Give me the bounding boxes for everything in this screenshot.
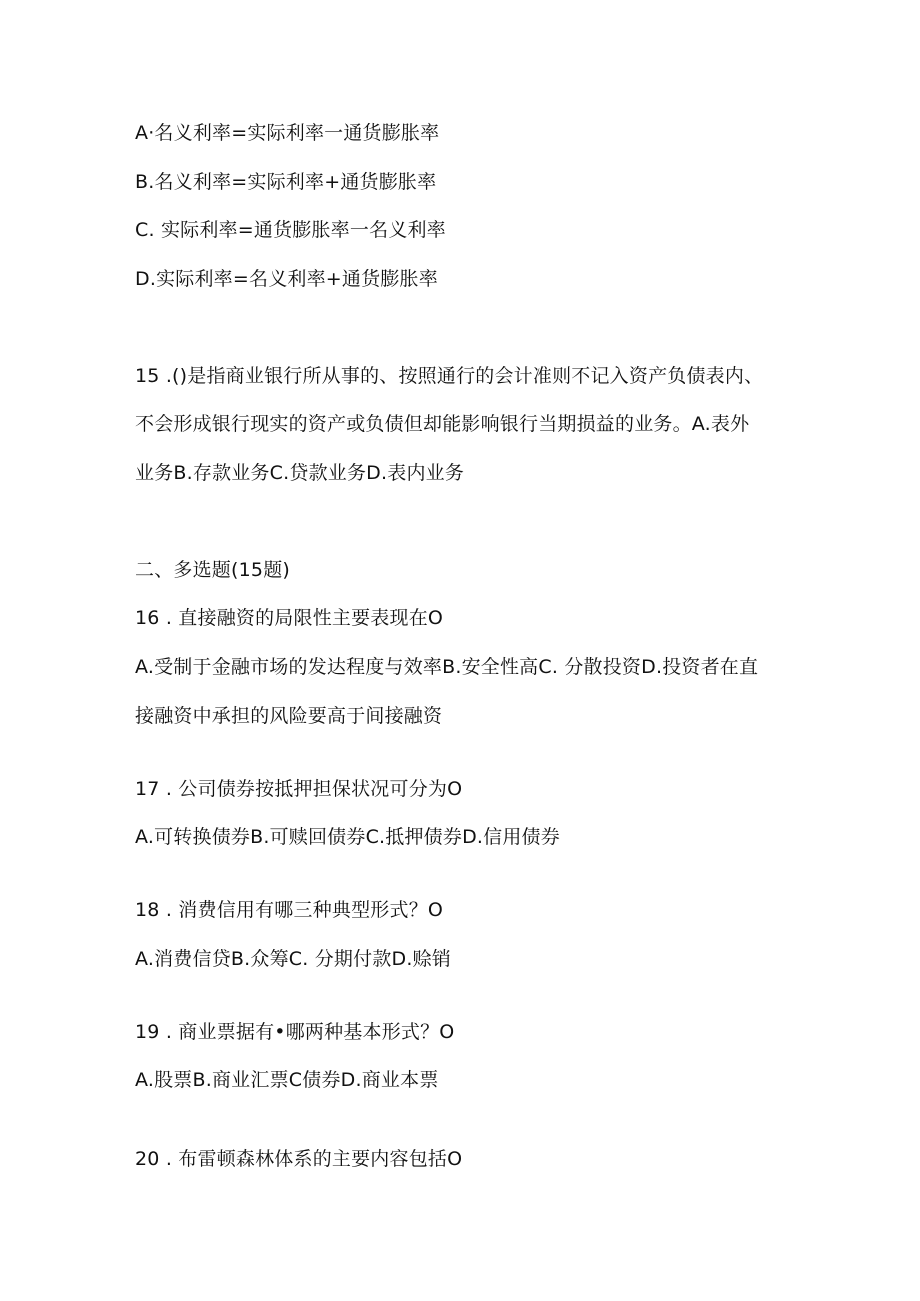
q20-stem: 20 . 布雷顿森林体系的主要内容包括O [135, 1148, 463, 1170]
q15-text-line-2: 不会形成银行现实的资产或负债但却能影响银行当期损益的业务。A.表外 [135, 413, 750, 435]
q19-options: A.股票B.商业汇票C债券D.商业本票 [135, 1069, 439, 1091]
q16-stem: 16 . 直接融资的局限性主要表现在O [135, 607, 444, 629]
q19-stem: 19 . 商业票据有•哪两种基本形式？O [135, 1021, 455, 1043]
q18-options: A.消费信贷B.众筹C. 分期付款D.赊销 [135, 948, 451, 970]
q14-option-b: B.名义利率=实际利率+通货膨胀率 [135, 171, 437, 193]
q17-stem: 17 . 公司债券按抵押担保状况可分为O [135, 778, 463, 800]
section-heading: 二、多选题(15题) [135, 559, 291, 581]
q14-option-d: D.实际利率=名义利率+通货膨胀率 [135, 268, 438, 290]
q16-options-line-1: A.受制于金融市场的发达程度与效率B.安全性高C. 分散投资D.投资者在直 [135, 656, 759, 678]
q18-stem: 18 . 消费信用有哪三种典型形式？O [135, 899, 444, 921]
q15-text-line-1: 15 .()是指商业银行所从事的、按照通行的会计准则不记入资产负债表内、 [135, 365, 764, 387]
q15-text-line-3: 业务B.存款业务C.贷款业务D.表内业务 [135, 462, 465, 484]
q16-options-line-2: 接融资中承担的风险要高于间接融资 [135, 705, 443, 727]
q14-option-c: C. 实际利率=通货膨胀率一名义利率 [135, 219, 446, 241]
q14-option-a: A·名义利率=实际利率一通货膨胀率 [135, 122, 440, 144]
q17-options: A.可转换债券B.可赎回债券C.抵押债券D.信用债券 [135, 826, 560, 848]
